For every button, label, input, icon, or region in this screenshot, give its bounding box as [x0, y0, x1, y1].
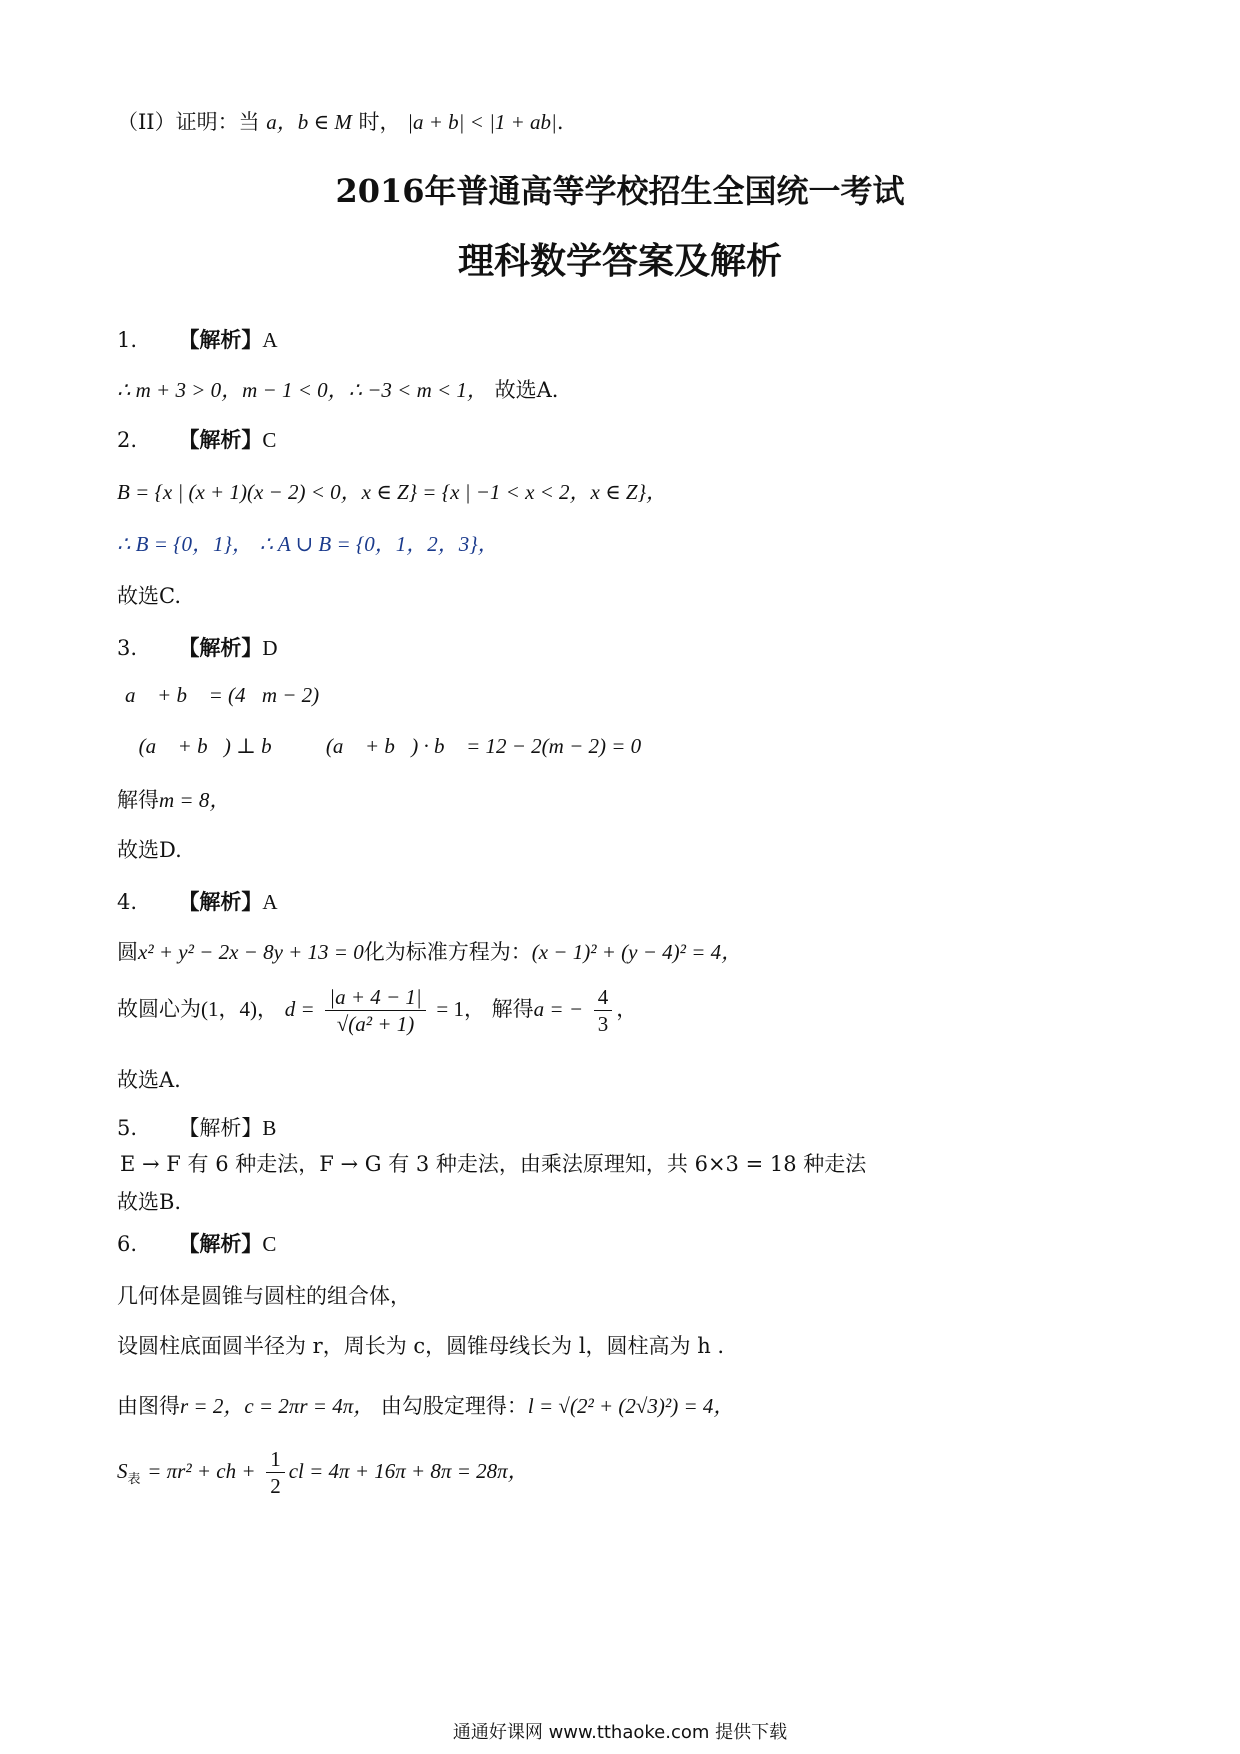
- item-number: 1.: [117, 328, 138, 352]
- q2-line-1: [117, 476, 667, 506]
- item-number: 5.: [117, 1116, 138, 1140]
- item-tag: 【解析】: [178, 889, 263, 914]
- q5-line-1: [120, 1148, 866, 1178]
- q4-a-numerator: 4: [594, 984, 613, 1011]
- q4-circle-label: 圆: [117, 940, 138, 964]
- item-tag: 【解析】: [178, 427, 263, 452]
- q6-surface-expr-a: = πr² + ch +: [147, 1459, 256, 1483]
- q4-a-denominator: 3: [597, 1012, 609, 1036]
- q4-distance-eq: = 1，: [436, 997, 485, 1021]
- item-answer: C: [262, 1232, 277, 1256]
- item-tag: 【解析】: [178, 1116, 263, 1140]
- q5-reasoning: E → F 有 6 种走法，F → G 有 3 种走法，由乘法原理知，共 6×3 = 18 种走法: [120, 1152, 867, 1176]
- proof-vars: a，b ∈ M: [266, 110, 352, 134]
- q3-line-1: [125, 683, 336, 708]
- q4-a-value: a = −: [533, 997, 583, 1021]
- q6-half-fraction: [266, 1446, 285, 1499]
- q4-center-label: 故圆心为: [117, 997, 201, 1021]
- answer-title: 理科数学答案及解析: [457, 240, 782, 282]
- item-2-header: [117, 424, 276, 454]
- q3-vector-sum: a⃗ + b⃗ = (4，m − 2)，: [125, 683, 336, 707]
- item-answer: D: [262, 636, 278, 660]
- proof-end: .: [556, 110, 564, 134]
- item-answer: C: [262, 428, 277, 452]
- q4-general-eq: x² + y² − 2x − 8y + 13 = 0: [138, 940, 364, 964]
- q6-line-3: [117, 1390, 734, 1420]
- item-4-header: [117, 886, 278, 916]
- q3-line-2: [117, 734, 641, 759]
- q3-solve-label: 解得: [117, 788, 159, 812]
- q5-conclusion: 故选B.: [117, 1190, 182, 1214]
- item-6-header: [117, 1228, 276, 1258]
- item-5-header: [117, 1112, 276, 1142]
- q4-distance-fraction: [325, 984, 425, 1037]
- q6-pythagoras-label: 由勾股定理得：: [380, 1394, 528, 1418]
- proof-part-ii: [117, 106, 564, 136]
- q6-line-2: 设圆柱底面圆半径为 r，周长为 c，圆锥母线长为 l，圆柱高为 h .: [117, 1334, 725, 1358]
- q6-l-value: l = √(2² + (2√3)²) = 4，: [527, 1394, 735, 1418]
- q4-line-1: [117, 936, 742, 966]
- q3-perpendicular: ∵ (a⃗ + b⃗) ⊥ b⃗，∴ (a⃗ + b⃗) · b⃗ = 12 − 2(m − 2) = 0: [117, 734, 642, 758]
- item-1-header: [117, 324, 278, 354]
- q6-surface-s: S: [117, 1459, 128, 1483]
- q4-distance-denominator: √(a² + 1): [336, 1012, 415, 1036]
- q3-conclusion: 故选D.: [117, 838, 182, 862]
- proof-when: 时，: [358, 110, 401, 134]
- q4-standard-eq: (x − 1)² + (y − 4)² = 4，: [531, 940, 743, 964]
- q6-from-figure: 由图得: [117, 1394, 180, 1418]
- q2-conclusion: 故选C.: [117, 584, 181, 608]
- item-number: 2.: [117, 428, 138, 452]
- q4-convert-label: 化为标准方程为：: [363, 940, 532, 964]
- q2-line-2: [117, 528, 499, 558]
- q4-distance-label: d =: [284, 997, 315, 1021]
- q4-comma: ，: [616, 997, 638, 1021]
- q1-reasoning: ∴ m + 3 > 0，m − 1 < 0，∴ −3 < m < 1，: [117, 378, 488, 402]
- q6-line-1: 几何体是圆锥与圆柱的组合体，: [117, 1284, 411, 1308]
- item-number: 4.: [117, 890, 138, 914]
- item-tag: 【解析】: [178, 1231, 263, 1256]
- item-answer: A: [262, 890, 278, 914]
- q2-set-b: ∴ B = {0，1}，: [117, 532, 253, 556]
- footer-watermark: 通通好课网 www.tthaoke.com 提供下载: [452, 1722, 788, 1743]
- q6-half-denominator: 2: [270, 1474, 281, 1498]
- q4-a-fraction: [594, 984, 613, 1037]
- item-answer: A: [262, 328, 278, 352]
- proof-inequality: |a + b| < |1 + ab|: [407, 110, 557, 134]
- exam-title: 2016年普通高等学校招生全国统一考试: [335, 172, 905, 210]
- item-3-header: [117, 632, 278, 662]
- q6-r-c-values: r = 2，c = 2πr = 4π，: [180, 1394, 375, 1418]
- q1-line-1: [117, 374, 558, 404]
- q2-union: ∴ A ∪ B = {0，1，2，3}，: [259, 532, 499, 556]
- item-tag: 【解析】: [178, 327, 263, 352]
- q3-solution: m = 8，: [159, 788, 231, 812]
- q3-line-3: [117, 784, 230, 814]
- q4-distance-numerator: |a + 4 − 1|: [325, 984, 425, 1011]
- proof-label: （II）证明：当: [117, 110, 260, 134]
- q4-line-2: [117, 984, 637, 1037]
- q4-conclusion: 故选A.: [117, 1068, 181, 1092]
- q6-surface-expr-b: cl = 4π + 16π + 8π = 28π，: [288, 1459, 529, 1483]
- q6-line-4: [117, 1446, 529, 1499]
- item-tag: 【解析】: [178, 635, 263, 660]
- item-number: 3.: [117, 636, 138, 660]
- q4-solve-label: 解得: [491, 997, 534, 1021]
- item-answer: B: [262, 1116, 277, 1140]
- q2-set-def: B = {x | (x + 1)(x − 2) < 0，x ∈ Z} = {x | −1 < x < 2，x ∈ Z}，: [117, 480, 667, 504]
- q6-half-numerator: 1: [266, 1446, 285, 1473]
- q6-surface-sub: 表: [127, 1472, 141, 1488]
- q4-center: (1，4)，: [201, 997, 278, 1021]
- q1-conclusion: 故选A.: [494, 378, 559, 402]
- item-number: 6.: [117, 1232, 138, 1256]
